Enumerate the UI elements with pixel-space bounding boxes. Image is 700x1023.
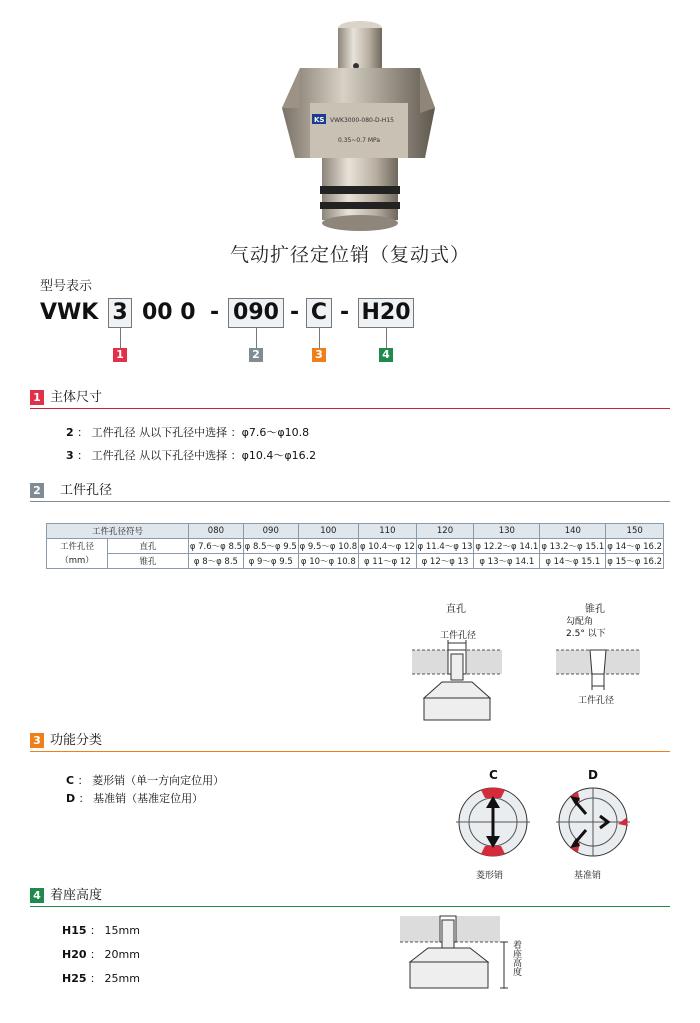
connector-1 — [120, 328, 121, 348]
model-dash-1: - — [210, 300, 220, 325]
section-1-num: 1 — [30, 390, 44, 405]
taper-hole-diagram — [556, 640, 640, 692]
section-3-num: 3 — [30, 733, 44, 748]
s1-row-1 — [66, 424, 309, 440]
product-photo — [270, 18, 450, 236]
connector-4 — [386, 328, 387, 348]
cell: φ 14～φ 15.1 — [540, 554, 606, 569]
model-part-1: 3 — [112, 300, 128, 325]
straight-hole-diagram — [412, 640, 502, 724]
model-part-4: H20 — [361, 300, 411, 325]
cell: φ 13～φ 14.1 — [474, 554, 540, 569]
col-header: 140 — [540, 524, 606, 539]
taper-angle-value: 2.5° 以下 — [566, 629, 606, 639]
table-row — [47, 554, 664, 569]
section-2-num: 2 — [30, 483, 44, 498]
seat-height-label: 着座高度 — [511, 940, 521, 976]
model-part-3: C — [310, 300, 328, 325]
connector-3 — [319, 328, 320, 348]
s4-row-2-code: H20 — [62, 948, 87, 961]
col-header: 150 — [606, 524, 664, 539]
tag-4: 4 — [379, 348, 393, 362]
section-2-title: 工件孔径 — [60, 483, 113, 498]
s3-row-2-code: D — [66, 792, 76, 805]
group-label-2: （mm） — [60, 555, 94, 566]
model-mid: 00 0 — [142, 300, 196, 325]
s3-row-2-text: 基准销（基准定位用） — [93, 792, 204, 805]
s3-row-1-code: C — [66, 774, 75, 787]
s4-row-1-code: H15 — [62, 924, 87, 937]
model-box-1 — [108, 298, 132, 328]
cell: φ 14～φ 16.2 — [606, 539, 664, 554]
section-2-header — [30, 483, 670, 502]
col-header: 120 — [416, 524, 474, 539]
s1-row-2 — [66, 447, 316, 463]
cell: φ 12～φ 13 — [416, 554, 474, 569]
cell: φ 8.5～φ 9.5 — [243, 539, 298, 554]
bore-label: 工件孔径 — [440, 631, 477, 641]
model-dash-2: - — [290, 300, 300, 325]
s1-row-2-sep: ： — [77, 449, 89, 462]
cell: φ 12.2～φ 14.1 — [474, 539, 540, 554]
s4-row-3-text: 25mm — [104, 972, 140, 985]
cell: φ 11～φ 12 — [359, 554, 417, 569]
s1-row-1-code: 2 — [66, 426, 74, 439]
s4-row-2-sep: ： — [90, 948, 102, 961]
row-name: 直孔 — [108, 539, 189, 554]
cell: φ 10.4～φ 12 — [359, 539, 417, 554]
photo-marking-model: VWK3000-080-D-H15 — [330, 117, 394, 124]
model-box-3 — [306, 298, 332, 328]
group-label-1: 工件孔径 — [59, 541, 94, 552]
diagram-d-caption: 基准销 — [574, 871, 602, 881]
section-4-header — [30, 888, 670, 907]
table-header-label: 工件孔径符号 — [47, 524, 189, 539]
s4-row-1 — [62, 922, 140, 938]
diagram-d-label: D — [588, 768, 598, 782]
model-box-2 — [228, 298, 284, 328]
taper-bore-label: 工件孔径 — [578, 696, 615, 706]
col-header: 130 — [474, 524, 540, 539]
col-header: 110 — [359, 524, 417, 539]
col-header: 090 — [243, 524, 298, 539]
cell: φ 15～φ 16.2 — [606, 554, 664, 569]
photo-logo-text: KS — [314, 116, 325, 124]
table-row — [47, 539, 664, 554]
tag-3: 3 — [312, 348, 326, 362]
group-label — [47, 539, 108, 569]
row-name: 锥孔 — [108, 554, 189, 569]
cell: φ 10～φ 10.8 — [298, 554, 358, 569]
s1-row-1-sep: ： — [77, 426, 89, 439]
s4-row-1-sep: ： — [90, 924, 102, 937]
seat-height-diagram — [400, 910, 510, 992]
cell: φ 9.5～φ 10.8 — [298, 539, 358, 554]
cell: φ 9～φ 9.5 — [243, 554, 298, 569]
diamond-pin-diagram — [456, 784, 530, 862]
cell: φ 13.2～φ 15.1 — [540, 539, 606, 554]
cell: φ 7.6～φ 8.5 — [189, 539, 244, 554]
s4-row-3 — [62, 970, 140, 986]
taper-angle-label: 勾配角 — [566, 617, 594, 627]
diagram-c-label: C — [489, 768, 498, 782]
model-prefix: VWK — [40, 300, 99, 325]
connector-2 — [256, 328, 257, 348]
taper-hole-label: 锥孔 — [585, 604, 605, 615]
model-box-4 — [358, 298, 414, 328]
s4-row-3-sep: ： — [90, 972, 102, 985]
section-1-header — [30, 390, 670, 409]
bore-spec-table — [46, 523, 664, 569]
section-1-title: 主体尺寸 — [50, 390, 103, 405]
model-dash-3: - — [340, 300, 350, 325]
photo-marking-pressure: 0.35~0.7 MPa — [338, 137, 381, 144]
tag-1: 1 — [113, 348, 127, 362]
section-4-title: 着座高度 — [50, 888, 103, 903]
model-label: 型号表示 — [40, 279, 93, 294]
s1-row-2-code: 3 — [66, 449, 74, 462]
s4-row-3-code: H25 — [62, 972, 87, 985]
s4-row-2-text: 20mm — [104, 948, 140, 961]
tag-2: 2 — [249, 348, 263, 362]
s1-row-1-text: 工件孔径 从以下孔径中选择 ：φ7.6～φ10.8 — [91, 426, 310, 439]
s3-row-2 — [66, 790, 203, 806]
col-header: 080 — [189, 524, 244, 539]
page-title: 气动扩径定位销（复动式） — [229, 244, 470, 266]
section-4-num: 4 — [30, 888, 44, 903]
model-part-2: 090 — [233, 300, 279, 325]
col-header: 100 — [298, 524, 358, 539]
s3-row-1-text: 菱形销（单一方向定位用） — [92, 774, 225, 787]
cell: φ 11.4～φ 13 — [416, 539, 474, 554]
straight-hole-label: 直孔 — [446, 604, 466, 615]
s4-row-2 — [62, 946, 140, 962]
s4-row-1-text: 15mm — [104, 924, 140, 937]
section-3-header — [30, 733, 670, 752]
s1-row-2-text: 工件孔径 从以下孔径中选择 ：φ10.4～φ16.2 — [91, 449, 317, 462]
base-pin-diagram — [556, 784, 630, 862]
diagram-c-caption: 菱形销 — [476, 871, 504, 881]
table-row — [47, 524, 664, 539]
s3-row-2-sep: ： — [78, 792, 90, 805]
s3-row-1 — [66, 772, 224, 788]
section-3-title: 功能分类 — [50, 733, 103, 748]
s3-row-1-sep: ： — [77, 774, 89, 787]
cell: φ 8～φ 8.5 — [189, 554, 244, 569]
